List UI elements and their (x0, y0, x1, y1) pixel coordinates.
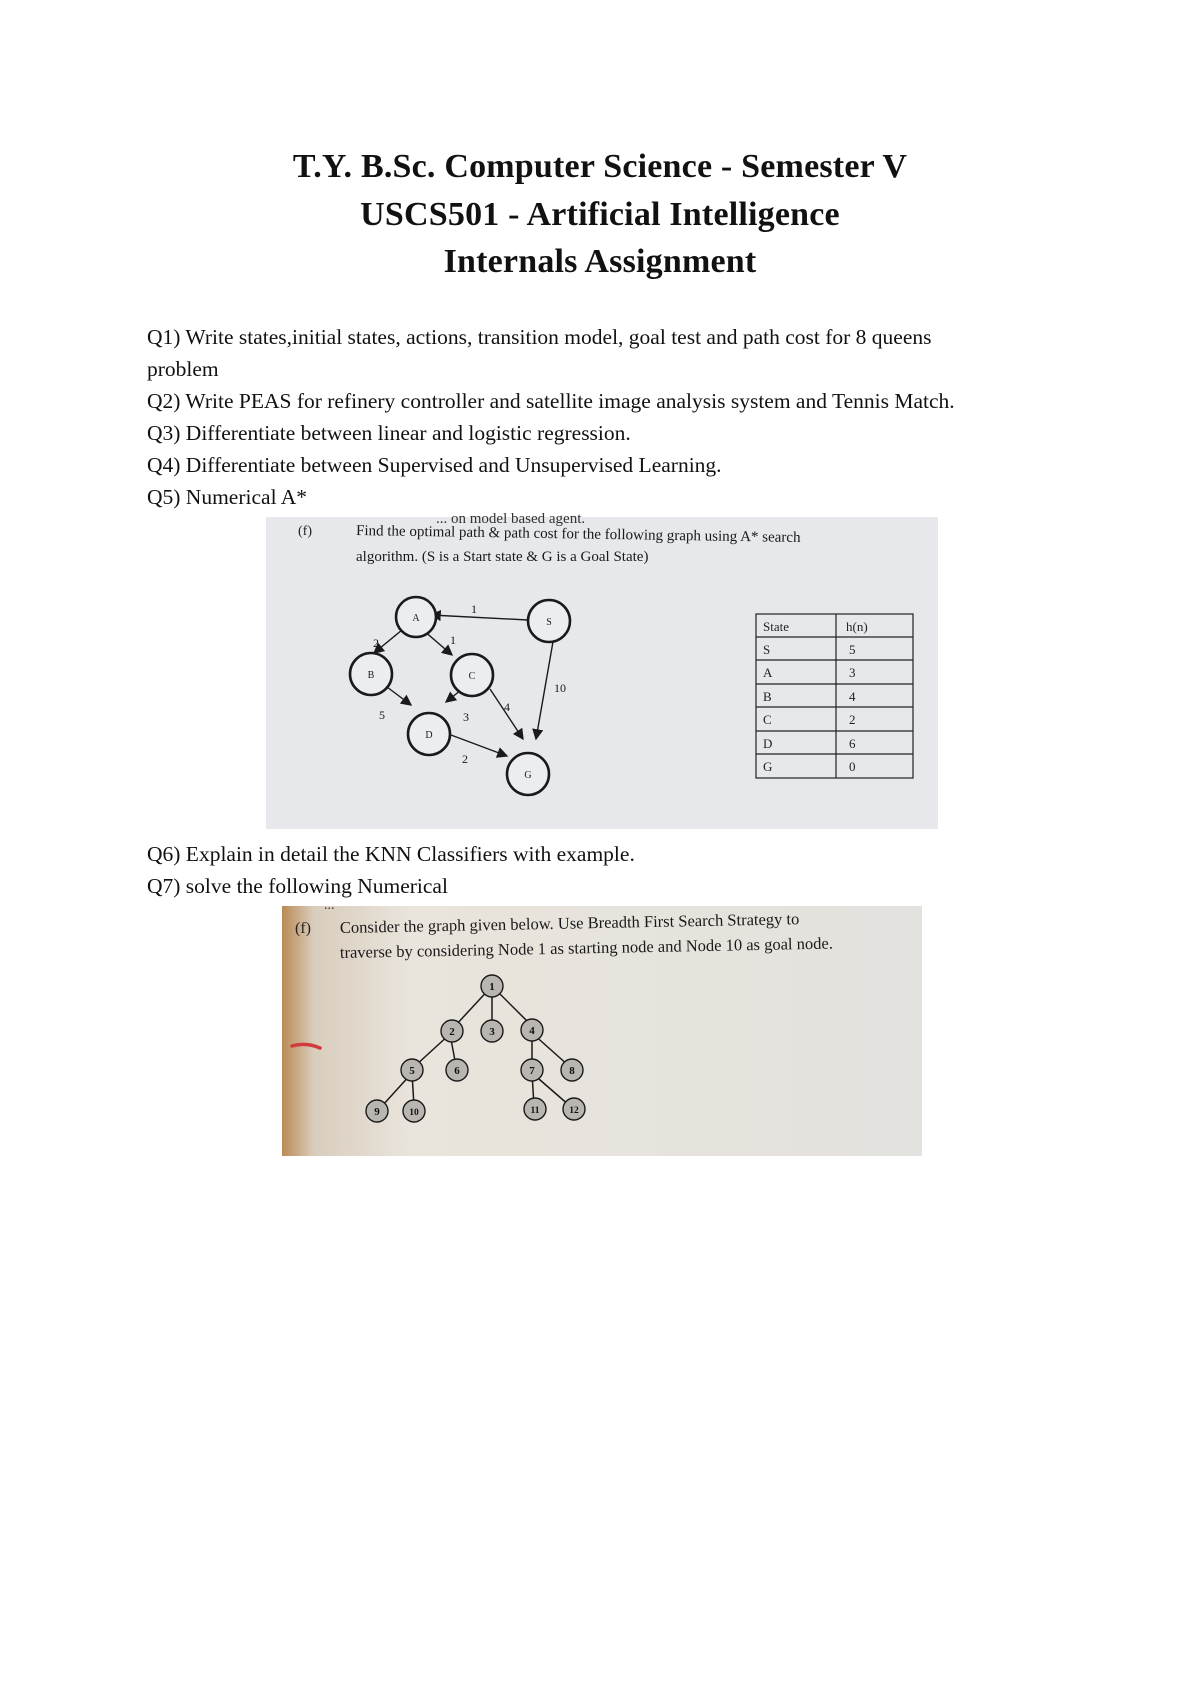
table-row-6-h: 0 (849, 759, 856, 774)
weight-a-c: 1 (450, 633, 456, 647)
tree-node-4-label: 4 (529, 1025, 535, 1037)
tree-node-2-label: 2 (449, 1026, 455, 1038)
bfs-figure (282, 898, 922, 1156)
question-2: Q2) Write PEAS for refinery controller and satellite image analysis system and Tennis Match. (147, 389, 955, 413)
question-6: Q6) Explain in detail the KNN Classifiers with example. (147, 842, 635, 866)
tree-node-1-label: 1 (489, 981, 495, 993)
cropped-top-text: ... on model based agent. (436, 511, 586, 527)
tree-node-10-label: 10 (409, 1108, 419, 1118)
tree-node-12-label: 12 (569, 1106, 579, 1116)
weight-c-d: 3 (463, 710, 469, 724)
weight-b-d: 5 (379, 708, 385, 722)
fig1-prompt-line-1: Find the optimal path & path cost for the following graph using A* search (355, 523, 801, 546)
table-row-3-h: 4 (849, 689, 856, 704)
node-d-label: D (425, 730, 433, 741)
node-c-label: C (468, 671, 476, 682)
weight-s-a: 1 (471, 602, 477, 616)
tree-node-5-label: 5 (409, 1065, 415, 1077)
table-row-1-state: S (763, 642, 771, 657)
tree-node-8-label: 8 (569, 1065, 575, 1077)
title-line-1: T.Y. B.Sc. Computer Science - Semester V (292, 148, 908, 185)
weight-s-g: 10 (554, 681, 566, 695)
title-line-3: Internals Assignment (443, 243, 757, 280)
question-1-line-2: problem (147, 357, 219, 381)
table-row-2-h: 3 (849, 665, 856, 680)
node-g-label: G (524, 770, 532, 781)
tree-node-6-label: 6 (454, 1065, 460, 1077)
weight-a-b: 2 (373, 636, 379, 650)
astar-figure (266, 511, 938, 829)
fig2-prompt-line-2: traverse by considering Node 1 as starting node and Node 10 as goal node. (339, 933, 834, 962)
table-row-4-h: 2 (849, 712, 856, 727)
table-row-6-state: G (763, 759, 773, 774)
question-1 (147, 321, 932, 385)
table-row-1-h: 5 (849, 642, 856, 657)
fig1-prompt-line-2: algorithm. (S is a Start state & G is a Goal State) (356, 549, 649, 565)
question-5: Q5) Numerical A* (147, 485, 308, 509)
question-1-line-1: Q1) Write states,initial states, actions, transition model, goal test and path cost for 8 queens (147, 325, 932, 349)
node-a-label: A (412, 613, 420, 624)
node-s-label: S (546, 617, 552, 628)
table-row-2-state: A (763, 665, 773, 680)
table-header-hn: h(n) (846, 619, 868, 634)
question-7: Q7) solve the following Numerical (147, 874, 448, 898)
question-3: Q3) Differentiate between linear and logistic regression. (147, 421, 631, 445)
fig2-label: (f) (295, 920, 311, 937)
table-row-5-h: 6 (849, 736, 856, 751)
fig2-cropped-top-text: ... (324, 898, 335, 913)
tree-node-9-label: 9 (374, 1106, 380, 1118)
weight-c-g: 4 (504, 700, 510, 714)
title-line-2: USCS501 - Artificial Intelligence (360, 196, 840, 233)
fig1-label: (f) (298, 524, 312, 539)
astar-figure-svg (266, 511, 938, 829)
weight-d-g: 2 (462, 752, 468, 766)
fig2-prompt-line-1: Consider the graph given below. Use Breadth First Search Strategy to (339, 909, 800, 937)
tree-node-7-label: 7 (529, 1065, 535, 1077)
tree-node-11-label: 11 (530, 1106, 540, 1116)
question-4: Q4) Differentiate between Supervised and Unsupervised Learning. (147, 453, 722, 477)
table-row-5-state: D (763, 736, 773, 751)
table-row-4-state: C (763, 712, 772, 727)
tree-node-3-label: 3 (489, 1026, 495, 1038)
table-header-state: State (763, 619, 789, 634)
bfs-figure-svg (282, 898, 922, 1156)
node-b-label: B (367, 670, 375, 681)
table-row-3-state: B (763, 689, 772, 704)
